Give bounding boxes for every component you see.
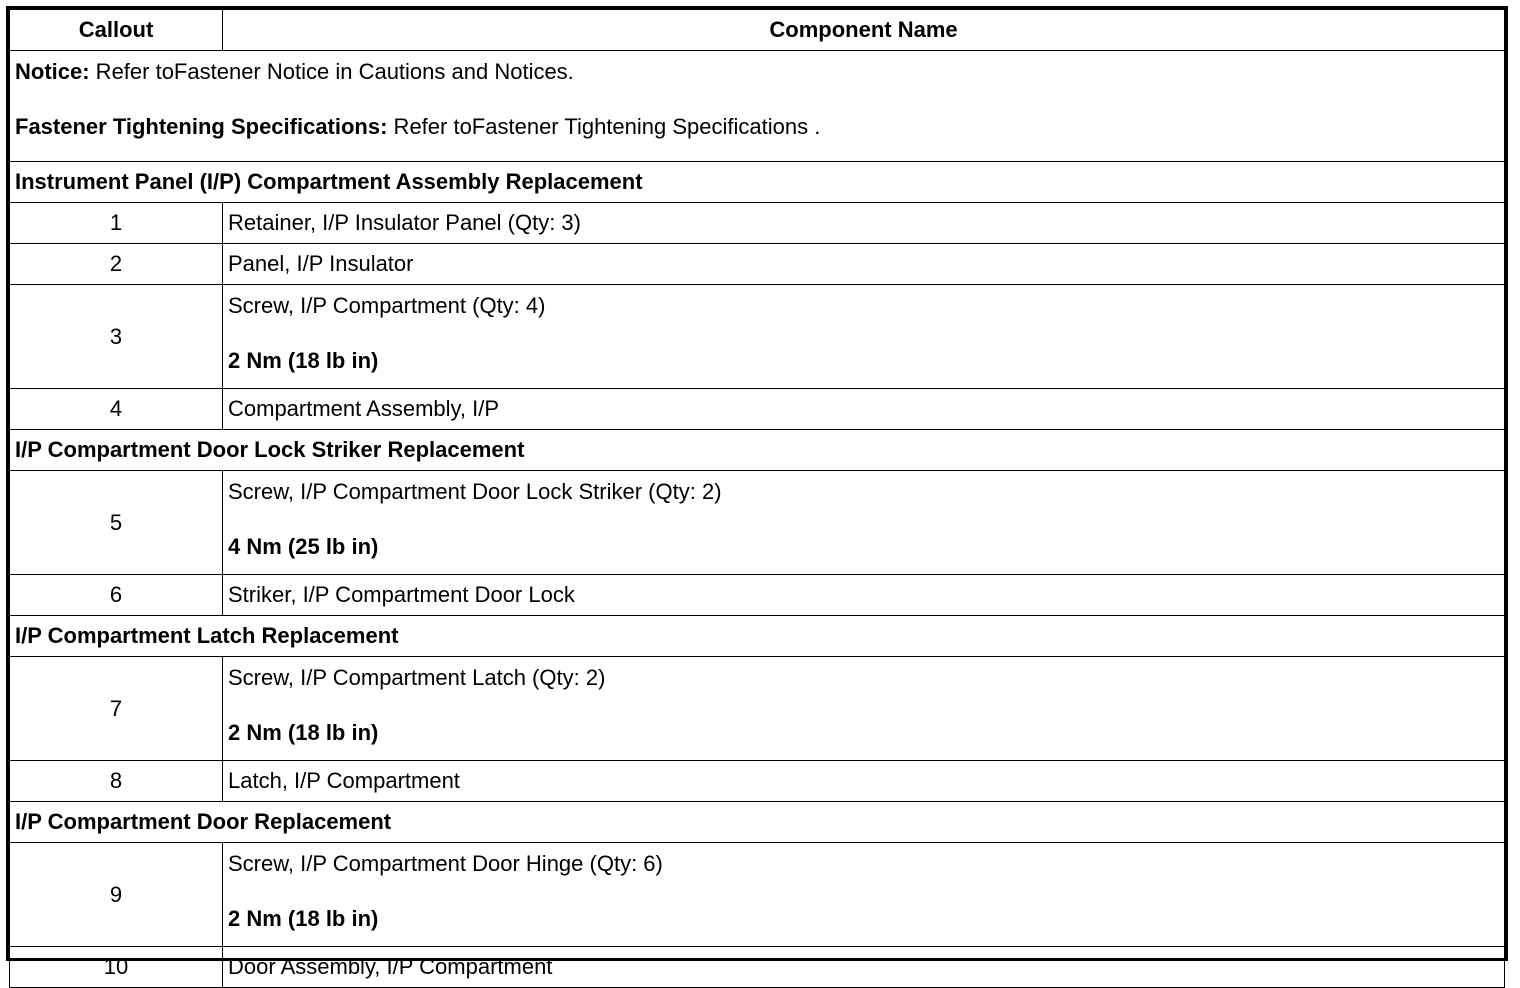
component-cell <box>223 285 1505 389</box>
table-row <box>10 203 1505 244</box>
section-title: Instrument Panel (I/P) Compartment Assembly Replacement <box>10 162 1505 203</box>
notice-line <box>15 59 1499 85</box>
callout-cell: 8 <box>10 761 223 802</box>
component-cell: Compartment Assembly, I/P <box>223 389 1505 430</box>
torque-spec: 4 Nm (25 lb in) <box>228 534 379 559</box>
spec-line <box>15 114 1499 140</box>
component-cell: Panel, I/P Insulator <box>223 244 1505 285</box>
callout-cell: 7 <box>10 657 223 761</box>
torque-spec: 2 Nm (18 lb in) <box>228 906 379 931</box>
callout-header: Callout <box>10 10 223 51</box>
component-name: Screw, I/P Compartment Door Lock Striker (Qty: 2) <box>228 479 722 504</box>
table-row <box>10 947 1505 988</box>
components-table <box>9 9 1505 988</box>
component-cell <box>223 843 1505 947</box>
component-cell <box>223 657 1505 761</box>
torque-spec: 2 Nm (18 lb in) <box>228 348 379 373</box>
component-name: Screw, I/P Compartment Latch (Qty: 2) <box>228 665 606 690</box>
callout-cell: 2 <box>10 244 223 285</box>
callout-cell: 1 <box>10 203 223 244</box>
spec-label: Fastener Tightening Specifications: <box>15 114 388 139</box>
callout-cell: 6 <box>10 575 223 616</box>
table-row <box>10 471 1505 575</box>
table-row <box>10 843 1505 947</box>
table-row <box>10 389 1505 430</box>
notice-cell <box>10 51 1505 162</box>
components-table-frame <box>6 6 1508 979</box>
component-name-header: Component Name <box>223 10 1505 51</box>
table-row <box>10 285 1505 389</box>
callout-cell: 5 <box>10 471 223 575</box>
torque-spec: 2 Nm (18 lb in) <box>228 720 379 745</box>
section-title-row <box>10 802 1505 843</box>
section-title-row <box>10 616 1505 657</box>
component-cell: Striker, I/P Compartment Door Lock <box>223 575 1505 616</box>
callout-cell: 9 <box>10 843 223 947</box>
component-cell: Retainer, I/P Insulator Panel (Qty: 3) <box>223 203 1505 244</box>
table-header-row <box>10 10 1505 51</box>
section-title: I/P Compartment Door Replacement <box>10 802 1505 843</box>
table-row <box>10 657 1505 761</box>
component-cell <box>223 471 1505 575</box>
section-title-row <box>10 430 1505 471</box>
component-name: Screw, I/P Compartment Door Hinge (Qty: 6) <box>228 851 663 876</box>
section-title: I/P Compartment Latch Replacement <box>10 616 1505 657</box>
section-title-row <box>10 162 1505 203</box>
notice-text: Refer toFastener Notice in Cautions and Notices. <box>89 59 574 84</box>
table-row <box>10 761 1505 802</box>
callout-cell: 3 <box>10 285 223 389</box>
callout-cell: 4 <box>10 389 223 430</box>
table-row <box>10 244 1505 285</box>
component-name: Screw, I/P Compartment (Qty: 4) <box>228 293 546 318</box>
section-title: I/P Compartment Door Lock Striker Replacement <box>10 430 1505 471</box>
table-row <box>10 575 1505 616</box>
spec-text: Refer toFastener Tightening Specifications . <box>387 114 821 139</box>
callout-cell: 10 <box>10 947 223 988</box>
notice-row <box>10 51 1505 162</box>
notice-label: Notice: <box>15 59 90 84</box>
component-cell: Latch, I/P Compartment <box>223 761 1505 802</box>
component-cell: Door Assembly, I/P Compartment <box>223 947 1505 988</box>
